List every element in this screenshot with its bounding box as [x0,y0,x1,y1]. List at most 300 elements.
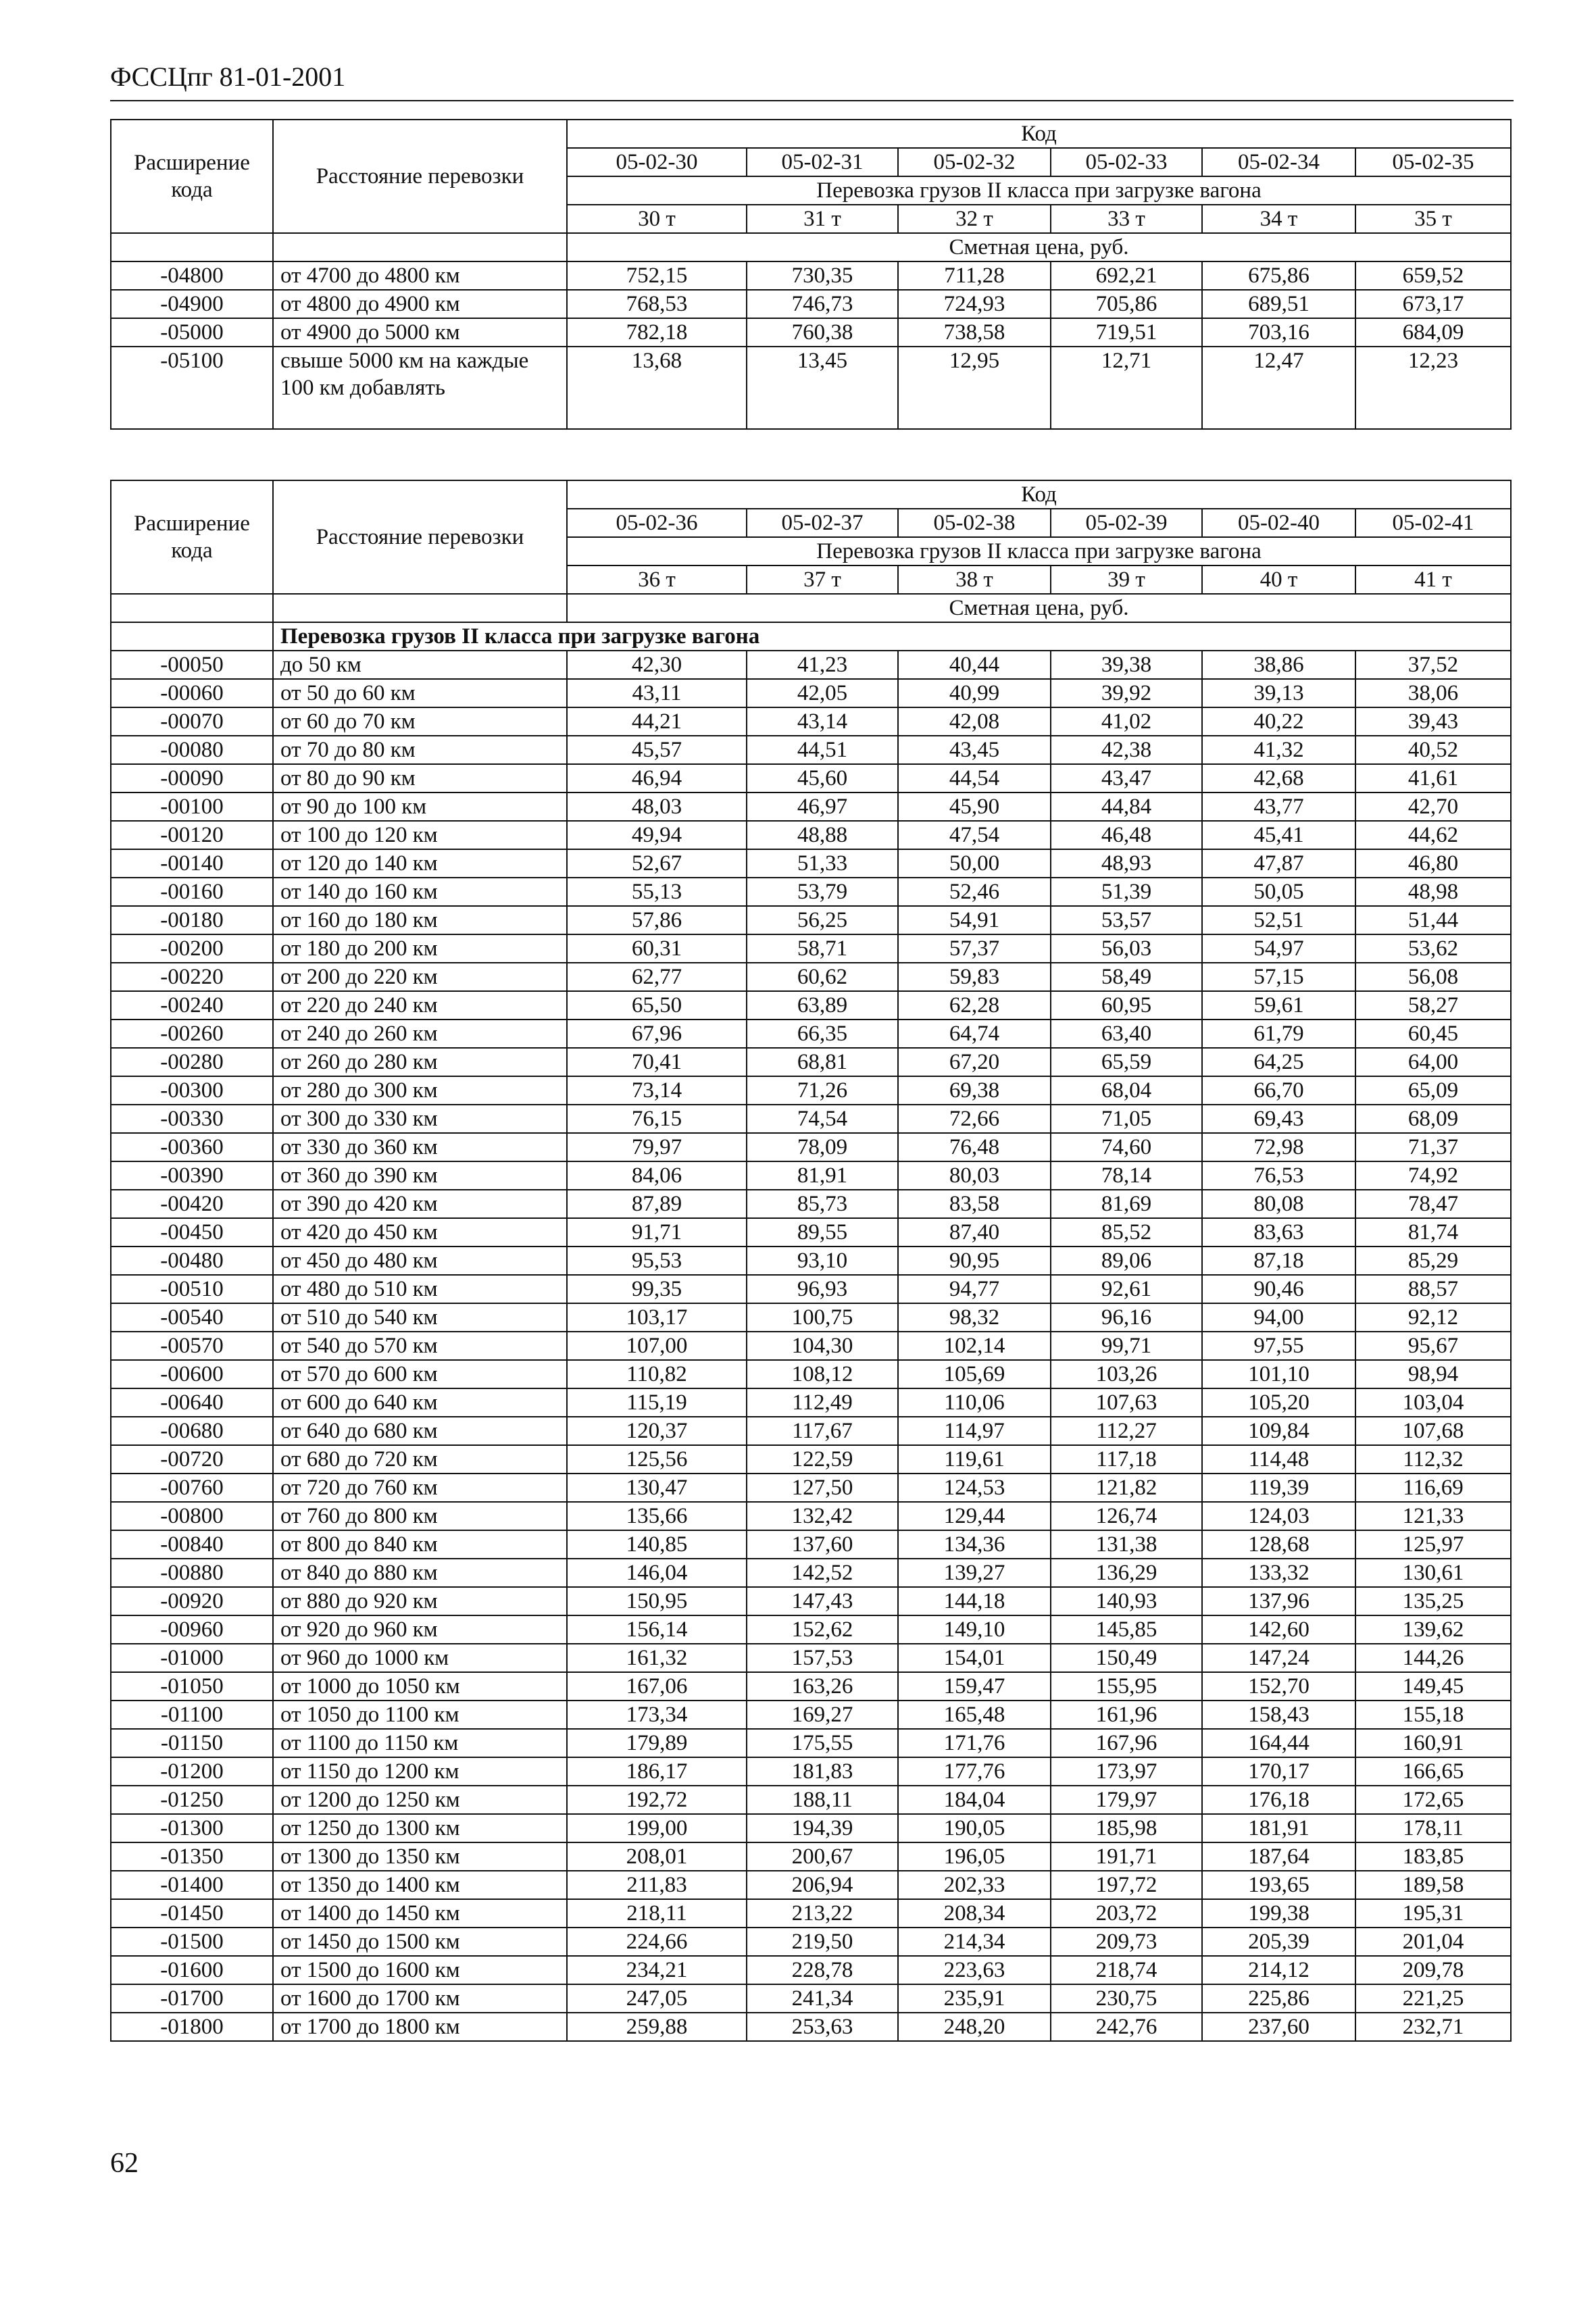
row-distance: от 880 до 920 км [273,1587,567,1615]
price-cell: 724,93 [898,290,1051,318]
price-cell: 72,98 [1202,1133,1355,1161]
price-cell: 57,15 [1202,963,1355,991]
price-cell: 52,67 [567,849,747,878]
row-code: -00510 [111,1275,273,1303]
price-cell: 97,55 [1202,1332,1355,1360]
price-cell: 190,05 [898,1814,1051,1842]
table-row [111,1474,1511,1502]
price-cell: 57,86 [567,906,747,934]
price-cell: 192,72 [567,1786,747,1814]
price-cell: 48,93 [1051,849,1202,878]
price-cell: 218,11 [567,1899,747,1928]
price-cell: 137,96 [1202,1587,1355,1615]
price-cell: 12,23 [1355,347,1511,429]
price-cell: 74,92 [1355,1161,1511,1190]
price-table-2 [110,480,1512,2042]
row-distance: от 4700 до 4800 км [273,261,567,290]
table-row [111,1814,1511,1842]
price-cell: 87,40 [898,1218,1051,1247]
row-code: -00680 [111,1417,273,1445]
section-title: Перевозка грузов II класса при загрузке вагона [273,622,1511,651]
price-cell: 56,08 [1355,963,1511,991]
price-cell: 223,63 [898,1956,1051,1984]
row-distance: свыше 5000 км на каждые 100 км добавлять [273,347,567,429]
tonnage-cell: 39 т [1051,565,1202,594]
price-cell: 108,12 [747,1360,898,1388]
price-cell: 50,05 [1202,878,1355,906]
row-distance: от 4900 до 5000 км [273,318,567,347]
price-cell: 43,45 [898,736,1051,764]
price-cell: 48,88 [747,821,898,849]
price-cell: 130,61 [1355,1559,1511,1587]
table-row [111,1105,1511,1133]
price-cell: 186,17 [567,1757,747,1786]
row-code: -00140 [111,849,273,878]
row-code: -01800 [111,2013,273,2041]
price-cell: 58,71 [747,934,898,963]
row-code: -01150 [111,1729,273,1757]
row-distance: от 720 до 760 км [273,1474,567,1502]
price-cell: 184,04 [898,1786,1051,1814]
price-cell: 194,39 [747,1814,898,1842]
code-cell: 05-02-36 [567,509,747,537]
price-cell: 164,44 [1202,1729,1355,1757]
row-distance: от 330 до 360 км [273,1133,567,1161]
price-cell: 150,95 [567,1587,747,1615]
row-distance: от 100 до 120 км [273,821,567,849]
table-row [111,1615,1511,1644]
code-cell: 05-02-37 [747,509,898,537]
row-distance: от 510 до 540 км [273,1303,567,1332]
price-cell: 64,00 [1355,1048,1511,1076]
row-code: -01100 [111,1701,273,1729]
price-cell: 55,13 [567,878,747,906]
row-code: -00070 [111,707,273,736]
row-distance: от 640 до 680 км [273,1417,567,1445]
price-cell: 91,71 [567,1218,747,1247]
row-distance: от 4800 до 4900 км [273,290,567,318]
blank-cell [111,594,273,622]
price-cell: 47,87 [1202,849,1355,878]
row-code: -01400 [111,1871,273,1899]
price-cell: 83,63 [1202,1218,1355,1247]
price-header: Сметная цена, руб. [567,233,1511,261]
price-cell: 225,86 [1202,1984,1355,2013]
code-cell: 05-02-32 [898,148,1051,176]
price-cell: 133,32 [1202,1559,1355,1587]
price-cell: 58,27 [1355,991,1511,1020]
table-row [111,318,1511,347]
price-cell: 107,00 [567,1332,747,1360]
row-code: -00160 [111,878,273,906]
price-cell: 96,93 [747,1275,898,1303]
price-cell: 76,15 [567,1105,747,1133]
price-cell: 119,39 [1202,1474,1355,1502]
price-cell: 157,53 [747,1644,898,1672]
row-code: -00640 [111,1388,273,1417]
row-distance: от 180 до 200 км [273,934,567,963]
price-cell: 253,63 [747,2013,898,2041]
price-cell: 46,48 [1051,821,1202,849]
row-distance: от 200 до 220 км [273,963,567,991]
price-cell: 49,94 [567,821,747,849]
price-cell: 152,62 [747,1615,898,1644]
price-cell: 248,20 [898,2013,1051,2041]
transport-header: Перевозка грузов II класса при загрузке вагона [567,537,1511,565]
tonnage-cell: 38 т [898,565,1051,594]
price-cell: 62,77 [567,963,747,991]
page-number: 62 [110,2148,139,2179]
blank-cell [273,594,567,622]
price-cell: 166,65 [1355,1757,1511,1786]
document-title: ФССЦпг 81-01-2001 [110,61,346,92]
price-cell: 62,28 [898,991,1051,1020]
price-cell: 109,84 [1202,1417,1355,1445]
row-code: -00180 [111,906,273,934]
price-cell: 199,38 [1202,1899,1355,1928]
row-code: -00880 [111,1559,273,1587]
row-code: -00390 [111,1161,273,1190]
row-code: -00330 [111,1105,273,1133]
table-row [111,906,1511,934]
price-cell: 782,18 [567,318,747,347]
price-cell: 160,91 [1355,1729,1511,1757]
price-cell: 135,25 [1355,1587,1511,1615]
price-cell: 689,51 [1202,290,1355,318]
price-cell: 80,03 [898,1161,1051,1190]
price-cell: 149,45 [1355,1672,1511,1701]
row-code: -01600 [111,1956,273,1984]
price-cell: 163,26 [747,1672,898,1701]
row-code: -05000 [111,318,273,347]
tonnage-cell: 32 т [898,205,1051,233]
price-cell: 99,71 [1051,1332,1202,1360]
price-cell: 43,47 [1051,764,1202,793]
price-cell: 38,06 [1355,679,1511,707]
row-distance: от 120 до 140 км [273,849,567,878]
price-cell: 760,38 [747,318,898,347]
price-cell: 71,37 [1355,1133,1511,1161]
price-cell: 68,04 [1051,1076,1202,1105]
price-cell: 46,97 [747,793,898,821]
price-cell: 90,46 [1202,1275,1355,1303]
price-cell: 165,48 [898,1701,1051,1729]
ext-code-header: Расширение кода [111,120,273,233]
price-cell: 144,26 [1355,1644,1511,1672]
table-row [111,1247,1511,1275]
price-header: Сметная цена, руб. [567,594,1511,622]
row-distance: от 840 до 880 км [273,1559,567,1587]
row-distance: от 420 до 450 км [273,1218,567,1247]
kod-header: Код [567,120,1511,148]
price-cell: 124,53 [898,1474,1051,1502]
row-code: -00840 [111,1530,273,1559]
table-row [111,1928,1511,1956]
price-cell: 103,17 [567,1303,747,1332]
price-cell: 135,66 [567,1502,747,1530]
tonnage-cell: 30 т [567,205,747,233]
price-cell: 44,21 [567,707,747,736]
price-cell: 211,83 [567,1871,747,1899]
table-row [111,1048,1511,1076]
row-code: -01000 [111,1644,273,1672]
price-cell: 78,09 [747,1133,898,1161]
table-row [111,849,1511,878]
price-cell: 684,09 [1355,318,1511,347]
price-cell: 103,04 [1355,1388,1511,1417]
price-cell: 39,92 [1051,679,1202,707]
table-row [111,1984,1511,2013]
row-code: -00800 [111,1502,273,1530]
price-cell: 746,73 [747,290,898,318]
price-cell: 94,00 [1202,1303,1355,1332]
price-cell: 117,67 [747,1417,898,1445]
row-code: -00090 [111,764,273,793]
row-code: -00280 [111,1048,273,1076]
price-cell: 200,67 [747,1842,898,1871]
price-cell: 51,39 [1051,878,1202,906]
price-cell: 196,05 [898,1842,1051,1871]
price-cell: 69,43 [1202,1105,1355,1133]
price-cell: 195,31 [1355,1899,1511,1928]
row-code: -00480 [111,1247,273,1275]
price-cell: 228,78 [747,1956,898,1984]
price-cell: 224,66 [567,1928,747,1956]
price-cell: 85,73 [747,1190,898,1218]
price-cell: 738,58 [898,318,1051,347]
price-cell: 68,81 [747,1048,898,1076]
price-cell: 703,16 [1202,318,1355,347]
price-cell: 41,02 [1051,707,1202,736]
price-cell: 121,33 [1355,1502,1511,1530]
row-distance: от 450 до 480 км [273,1247,567,1275]
price-cell: 93,10 [747,1247,898,1275]
row-code: -00570 [111,1332,273,1360]
price-cell: 122,59 [747,1445,898,1474]
table-row [111,1786,1511,1814]
price-cell: 259,88 [567,2013,747,2041]
price-cell: 117,18 [1051,1445,1202,1474]
price-cell: 40,52 [1355,736,1511,764]
row-code: -00060 [111,679,273,707]
row-code: -00600 [111,1360,273,1388]
table-row [111,1530,1511,1559]
price-cell: 219,50 [747,1928,898,1956]
price-cell: 88,57 [1355,1275,1511,1303]
row-code: -00260 [111,1020,273,1048]
price-cell: 104,30 [747,1332,898,1360]
price-cell: 167,96 [1051,1729,1202,1757]
price-cell: 54,91 [898,906,1051,934]
code-cell: 05-02-33 [1051,148,1202,176]
row-distance: от 1500 до 1600 км [273,1956,567,1984]
row-distance: от 800 до 840 км [273,1530,567,1559]
price-cell: 38,86 [1202,651,1355,679]
price-cell: 99,35 [567,1275,747,1303]
table-row [111,1672,1511,1701]
row-distance: от 360 до 390 км [273,1161,567,1190]
price-cell: 60,95 [1051,991,1202,1020]
price-cell: 107,68 [1355,1417,1511,1445]
price-cell: 67,20 [898,1048,1051,1076]
price-cell: 98,32 [898,1303,1051,1332]
price-cell: 705,86 [1051,290,1202,318]
table-row [111,1559,1511,1587]
price-cell: 83,58 [898,1190,1051,1218]
price-cell: 181,91 [1202,1814,1355,1842]
price-cell: 120,37 [567,1417,747,1445]
price-cell: 134,36 [898,1530,1051,1559]
table-row [111,1757,1511,1786]
row-code: -00420 [111,1190,273,1218]
tonnage-cell: 34 т [1202,205,1355,233]
price-cell: 673,17 [1355,290,1511,318]
price-cell: 140,93 [1051,1587,1202,1615]
price-cell: 12,47 [1202,347,1355,429]
price-cell: 58,49 [1051,963,1202,991]
row-code: -01450 [111,1899,273,1928]
price-cell: 155,95 [1051,1672,1202,1701]
price-cell: 208,34 [898,1899,1051,1928]
price-cell: 112,32 [1355,1445,1511,1474]
row-distance: от 960 до 1000 км [273,1644,567,1672]
table-row [111,1502,1511,1530]
table-row [111,1161,1511,1190]
price-cell: 175,55 [747,1729,898,1757]
price-cell: 39,38 [1051,651,1202,679]
row-distance: от 240 до 260 км [273,1020,567,1048]
table-row [111,707,1511,736]
price-cell: 66,35 [747,1020,898,1048]
price-cell: 39,43 [1355,707,1511,736]
price-cell: 155,18 [1355,1701,1511,1729]
price-cell: 112,49 [747,1388,898,1417]
price-cell: 139,27 [898,1559,1051,1587]
tonnage-cell: 40 т [1202,565,1355,594]
distance-header: Расстояние перевозки [273,480,567,594]
price-cell: 150,49 [1051,1644,1202,1672]
price-cell: 40,22 [1202,707,1355,736]
price-cell: 137,60 [747,1530,898,1559]
row-distance: от 1600 до 1700 км [273,1984,567,2013]
tonnage-cell: 36 т [567,565,747,594]
price-cell: 172,65 [1355,1786,1511,1814]
price-cell: 81,74 [1355,1218,1511,1247]
ext-code-header: Расширение кода [111,480,273,594]
code-cell: 05-02-31 [747,148,898,176]
price-cell: 136,29 [1051,1559,1202,1587]
blank-cell [111,622,273,651]
price-cell: 41,23 [747,651,898,679]
price-cell: 214,12 [1202,1956,1355,1984]
price-cell: 65,50 [567,991,747,1020]
price-cell: 63,89 [747,991,898,1020]
table-row [111,764,1511,793]
price-cell: 52,46 [898,878,1051,906]
price-cell: 66,70 [1202,1076,1355,1105]
row-distance: от 570 до 600 км [273,1360,567,1388]
price-cell: 53,62 [1355,934,1511,963]
tonnage-cell: 33 т [1051,205,1202,233]
table-row [111,878,1511,906]
table-row [111,1899,1511,1928]
table-row [111,290,1511,318]
price-cell: 57,37 [898,934,1051,963]
price-cell: 87,89 [567,1190,747,1218]
price-cell: 44,51 [747,736,898,764]
price-table-1 [110,119,1512,430]
table-row [111,679,1511,707]
price-cell: 42,30 [567,651,747,679]
price-cell: 131,38 [1051,1530,1202,1559]
price-cell: 85,29 [1355,1247,1511,1275]
kod-header: Код [567,480,1511,509]
price-cell: 68,09 [1355,1105,1511,1133]
price-cell: 74,54 [747,1105,898,1133]
table-row [111,963,1511,991]
price-cell: 53,57 [1051,906,1202,934]
row-distance: от 1250 до 1300 км [273,1814,567,1842]
table-row [111,1360,1511,1388]
price-cell: 145,85 [1051,1615,1202,1644]
row-distance: от 1000 до 1050 км [273,1672,567,1701]
row-distance: от 1150 до 1200 км [273,1757,567,1786]
price-cell: 159,47 [898,1672,1051,1701]
table-row [111,934,1511,963]
price-cell: 79,97 [567,1133,747,1161]
tonnage-cell: 35 т [1355,205,1511,233]
price-cell: 176,18 [1202,1786,1355,1814]
price-cell: 96,16 [1051,1303,1202,1332]
price-cell: 142,52 [747,1559,898,1587]
table-row [111,1190,1511,1218]
row-code: -04800 [111,261,273,290]
price-cell: 171,76 [898,1729,1051,1757]
tonnage-cell: 31 т [747,205,898,233]
price-cell: 48,03 [567,793,747,821]
price-cell: 203,72 [1051,1899,1202,1928]
price-cell: 146,04 [567,1559,747,1587]
price-cell: 178,11 [1355,1814,1511,1842]
row-distance: от 1050 до 1100 км [273,1701,567,1729]
price-cell: 230,75 [1051,1984,1202,2013]
price-cell: 42,38 [1051,736,1202,764]
row-distance: от 90 до 100 км [273,793,567,821]
row-distance: до 50 км [273,651,567,679]
price-cell: 46,94 [567,764,747,793]
price-cell: 179,89 [567,1729,747,1757]
price-cell: 64,25 [1202,1048,1355,1076]
price-cell: 60,62 [747,963,898,991]
price-cell: 61,79 [1202,1020,1355,1048]
row-distance: от 920 до 960 км [273,1615,567,1644]
row-distance: от 680 до 720 км [273,1445,567,1474]
code-cell: 05-02-40 [1202,509,1355,537]
price-cell: 52,51 [1202,906,1355,934]
row-distance: от 390 до 420 км [273,1190,567,1218]
code-cell: 05-02-41 [1355,509,1511,537]
row-code: -00300 [111,1076,273,1105]
price-cell: 69,38 [898,1076,1051,1105]
table-row [111,1587,1511,1615]
price-cell: 56,25 [747,906,898,934]
price-cell: 78,47 [1355,1190,1511,1218]
row-distance: от 1200 до 1250 км [273,1786,567,1814]
price-cell: 114,48 [1202,1445,1355,1474]
table-row [111,1076,1511,1105]
row-distance: от 1350 до 1400 км [273,1871,567,1899]
row-code: -01700 [111,1984,273,2013]
